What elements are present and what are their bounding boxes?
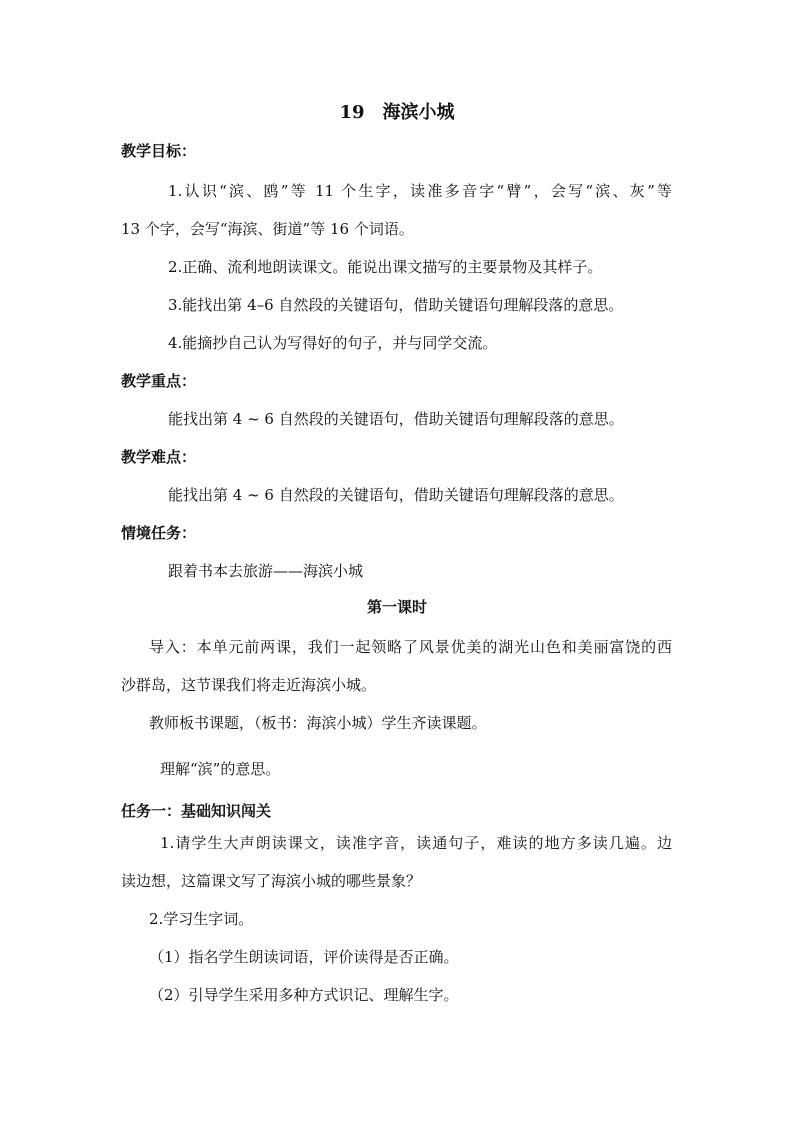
- lesson-number: 19: [339, 102, 365, 123]
- key-points-heading: 教学重点：: [121, 372, 197, 390]
- goals-heading: 教学目标：: [121, 142, 197, 160]
- task1-step2: 2.学习生字词。: [149, 910, 254, 928]
- goal-item-3: 3.能找出第 4–6 自然段的关键语句，借助关键语句理解段落的意思。: [168, 296, 624, 314]
- difficulties-heading: 教学难点：: [121, 448, 197, 466]
- task-text: 跟着书本去旅游——海滨小城: [168, 562, 364, 580]
- task1-sub2: （2）引导学生采用多种方式识记、理解生字。: [149, 986, 459, 1004]
- intro-line-1: 导入：本单元前两课，我们一起领略了风景优美的湖光山色和美丽富饶的西: [149, 638, 672, 656]
- intro-understand: 理解“滨”的意思。: [160, 760, 281, 778]
- task1-step1-line-1: 1.请学生大声朗读课文，读准字音，读通句子，难读的地方多读几遍。边: [160, 834, 672, 852]
- lesson-title: 海滨小城: [382, 102, 455, 123]
- intro-line-2: 沙群岛，这节课我们将走近海滨小城。: [121, 676, 377, 694]
- goal-item-1-line-1: 1.认识“滨、鸥”等 11 个生字，读准多音字“臂”，会写“滨、灰”等: [168, 182, 672, 200]
- lesson-heading: [0, 101, 794, 125]
- task-heading: 情境任务：: [121, 524, 197, 542]
- goal-item-1-line-2: 13 个字，会写“海滨、街道”等 16 个词语。: [121, 220, 414, 238]
- key-points-text: 能找出第 4 ~ 6 自然段的关键语句，借助关键语句理解段落的意思。: [168, 410, 624, 428]
- difficulties-text: 能找出第 4 ~ 6 自然段的关键语句，借助关键语句理解段落的意思。: [168, 486, 624, 504]
- lesson-period-title: 第一课时: [366, 598, 427, 616]
- goal-item-2: 2.正确、流利地朗读课文。能说出课文描写的主要景物及其样子。: [168, 258, 603, 276]
- goal-item-4: 4.能摘抄自己认为写得好的句子，并与同学交流。: [168, 334, 498, 352]
- task1-heading: 任务一：基础知识闯关: [121, 802, 272, 820]
- task1-step1-line-2: 读边想，这篇课文写了海滨小城的哪些景象？: [121, 872, 422, 890]
- intro-board: 教师板书课题，（板书：海滨小城）学生齐读课题。: [149, 714, 487, 732]
- task1-sub1: （1）指名学生朗读词语，评价读得是否正确。: [149, 948, 459, 966]
